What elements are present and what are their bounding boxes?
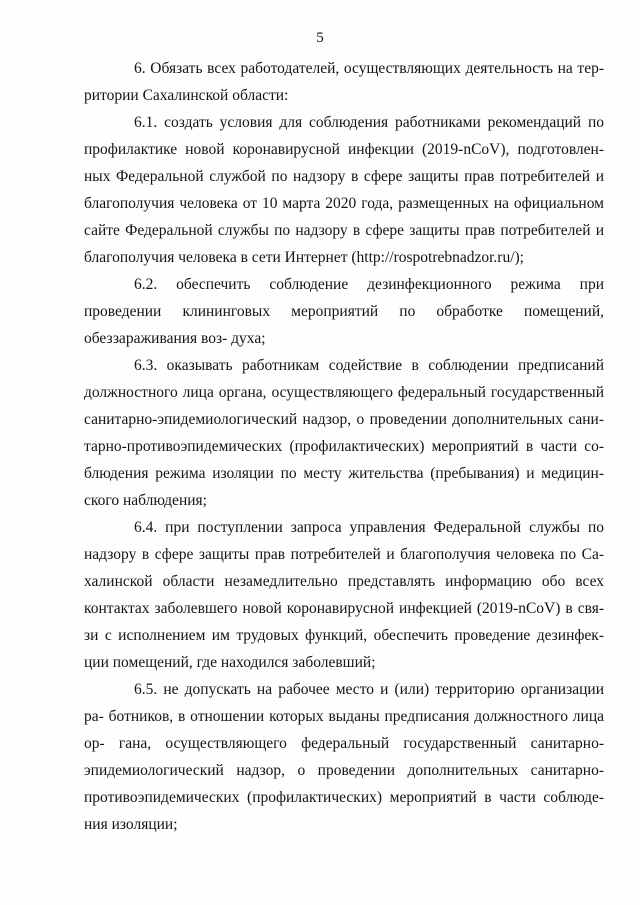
text-line: контактах заболевшего новой коронавирусной инфекцией (2019-nCoV) в свя- [84, 600, 604, 617]
text-line: противоэпидемических (профилактических) мероприятий в части соблюде- [84, 789, 604, 806]
text-line: 6.1. создать условия для соблюдения работниками рекомендаций по [134, 114, 604, 131]
text-line: халинской области незамедлительно представлять информацию обо всех [84, 573, 604, 590]
text-line: ского наблюдения; [84, 492, 207, 509]
text-line: 6.4. при поступлении запроса управления Федеральной службы по [134, 519, 604, 536]
text-line: ния изоляции; [84, 816, 178, 833]
text-line: должностного лица органа, осуществляющего федеральный государственный [84, 384, 604, 401]
paragraph-6-1 [84, 109, 604, 271]
text-line: ции помещений, где находился заболевший; [84, 654, 376, 671]
paragraph-6-5 [84, 676, 604, 838]
text-line: благополучия человека в сети Интернет (http://rospotrebnadzor.ru/); [84, 249, 524, 266]
text-line: 6.2. обеспечить соблюдение дезинфекционного режима при проведении [84, 276, 604, 320]
document-body [84, 55, 604, 838]
text-line: зи с исполнением им трудовых функций, обеспечить проведение дезинфек- [84, 627, 604, 644]
text-line: клининговых мероприятий по обработке помещений, обеззараживания воз- [84, 303, 604, 347]
text-line: 6.3. оказывать работникам содействие в соблюдении предписаний [134, 357, 604, 374]
text-line: благополучия человека от 10 марта 2020 года, размещенных на официальном [84, 195, 604, 212]
paragraph-6-3 [84, 352, 604, 514]
text-line: санитарно-эпидемиологический надзор, о проведении дополнительных сани- [84, 411, 604, 428]
text-line: гана, осуществляющего федеральный государственный санитарно- [118, 735, 604, 752]
page-number: 5 [316, 30, 324, 46]
text-line: эпидемиологический надзор, о проведении дополнительных санитарно- [84, 762, 604, 779]
text-line: ритории Сахалинской области: [84, 87, 289, 104]
text-line: ных Федеральной службой по надзору в сфере защиты прав потребителей и [84, 168, 604, 185]
text-line: блюдения режима изоляции по месту жительства (пребывания) и медицин- [84, 465, 604, 482]
text-line: тарно-противоэпидемических (профилактических) мероприятий в части со- [84, 438, 604, 455]
text-line: сайте Федеральной службы по надзору в сфере защиты прав потребителей и [84, 222, 604, 239]
text-line: ботников, в отношении которых выданы предписания должностного лица ор- [84, 708, 605, 752]
paragraph-6-4 [84, 514, 604, 676]
paragraph-6 [84, 55, 604, 109]
text-line: надзору в сфере защиты прав потребителей и благополучия человека по Са- [84, 546, 604, 563]
paragraph-6-2 [84, 271, 604, 352]
text-line: духа; [231, 330, 266, 347]
text-line: 6.5. не допускать на рабочее место и (или) территорию организации ра- [84, 681, 604, 725]
text-line: 6. Обязать всех работодателей, осуществляющих деятельность на тер- [134, 60, 604, 77]
text-line: профилактике новой коронавирусной инфекции (2019-nCoV), подготовлен- [84, 141, 604, 158]
